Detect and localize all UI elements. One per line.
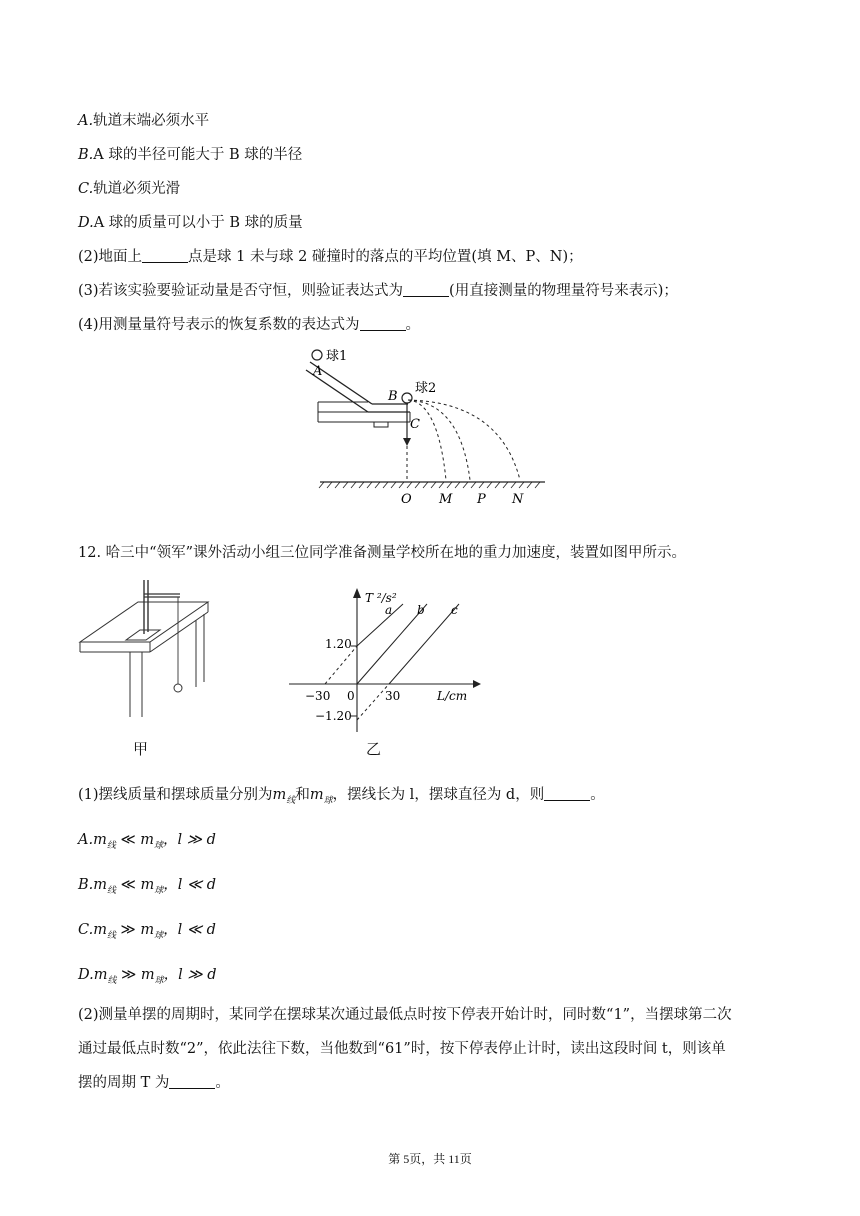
tick-y-pos: 1.20 (325, 637, 352, 651)
q11-option-b (78, 145, 302, 165)
option-text: A 球的半径可能大于 B 球的半径 (93, 147, 303, 163)
t-squared-vs-l-graph (285, 586, 485, 736)
collision-apparatus-figure (300, 340, 560, 510)
option-letter: D. (78, 967, 94, 983)
q12-part2-line1: (2)测量单摆的周期时，某同学在摆球某次通过最低点时按下停表开始计时，同时数“1”，当摆球第二次 (78, 1007, 732, 1023)
option-text: 轨道必须光滑 (93, 181, 181, 197)
subscript: 线 (107, 976, 117, 986)
text-segment: 。 (215, 1075, 230, 1091)
math-m: m (140, 832, 155, 848)
text-segment: (3)若该实验要验证动量是否守恒，则验证表达式为 (78, 283, 404, 299)
subscript: 线 (106, 841, 116, 851)
graph-xlabel: L/cm (437, 689, 468, 703)
option-letter: C. (78, 181, 94, 197)
tick-y-neg: −1.20 (315, 709, 352, 723)
text-segment: 。 (590, 787, 605, 803)
q12-option-c (78, 920, 216, 946)
math-m: m (309, 787, 324, 803)
subscript: 球 (154, 841, 164, 851)
ball-1 (312, 350, 322, 360)
q11-part2 (78, 247, 583, 267)
label-line-b: b (417, 603, 425, 617)
text-segment: 。 (405, 317, 421, 333)
math-m: m (93, 877, 108, 893)
option-letter: B. (78, 877, 94, 893)
subscript: 球 (154, 976, 164, 986)
relation: ≪ (116, 877, 141, 893)
label-N: N (512, 492, 524, 507)
text-segment: 和 (295, 787, 310, 803)
option-letter: D. (78, 215, 94, 231)
q12-option-d (78, 965, 216, 991)
figure-label-yi: 乙 (366, 740, 382, 758)
text-segment: (1)摆线质量和摆球质量分别为 (78, 787, 273, 803)
answer-blank (360, 316, 406, 331)
option-letter: B. (78, 147, 94, 163)
answer-blank (142, 248, 188, 263)
answer-blank (403, 282, 449, 297)
pendulum-apparatus-figure (78, 572, 218, 722)
math-m: m (140, 922, 155, 938)
label-C: C (410, 417, 420, 432)
math-m: m (140, 967, 155, 983)
q12-option-b (78, 875, 216, 901)
tick-x-neg: −30 (305, 689, 331, 703)
text-segment: (4)用测量量符号表示的恢复系数的表达式为 (78, 317, 360, 333)
tick-origin: 0 (347, 689, 355, 703)
math-m: m (93, 832, 107, 848)
label-line-c: c (451, 603, 458, 617)
label-A: A (313, 364, 323, 379)
q11-option-a (78, 111, 209, 131)
subscript: 球 (154, 931, 164, 941)
text-segment: ，摆线长为 l，摆球直径为 d，则 (332, 787, 545, 803)
label-P: P (477, 492, 486, 507)
q11-part4 (78, 315, 420, 335)
relation: ，l ≪ d (163, 922, 216, 938)
pendulum-bob (174, 684, 182, 692)
option-letter: A. (78, 832, 94, 848)
label-M: M (439, 492, 453, 507)
label-line-a: a (385, 603, 393, 617)
option-letter: C. (78, 922, 94, 938)
label-ball2: 球2 (415, 381, 437, 396)
relation: ，l ≪ d (163, 877, 217, 893)
q12-part2-line2: 通过最低点时数“2”，依此法往下数，当他数到“61”时，按下停表停止计时，读出这段时间 t，则该单 (78, 1041, 726, 1057)
label-B: B (388, 389, 398, 404)
relation: ≪ (115, 832, 141, 848)
option-letter: A. (78, 113, 94, 129)
q12-part1 (78, 785, 605, 811)
math-m: m (272, 787, 287, 803)
q12-option-a (78, 830, 216, 856)
option-text: A 球的质量可以小于 B 球的质量 (93, 215, 303, 231)
subscript: 球 (154, 886, 164, 896)
text-segment: 点是球 1 未与球 2 碰撞时的落点的平均位置(填 M、P、N)； (188, 249, 583, 265)
subscript: 线 (107, 886, 117, 896)
q12-part2-line3 (78, 1073, 230, 1093)
q12-stem: 12. 哈三中“领军”课外活动小组三位同学准备测量学校所在地的重力加速度，装置如图甲所示。 (78, 545, 686, 561)
figure-label-jia: 甲 (133, 740, 149, 758)
text-segment: (2)地面上 (78, 249, 143, 265)
ball-2 (402, 393, 412, 403)
math-m: m (93, 922, 107, 938)
answer-blank (169, 1074, 215, 1089)
answer-blank (544, 786, 590, 801)
option-text: 轨道末端必须水平 (93, 113, 210, 129)
math-m: m (140, 877, 155, 893)
tick-x-pos: 30 (385, 689, 401, 703)
text-segment: 摆的周期 T 为 (78, 1075, 170, 1091)
subscript: 线 (106, 931, 116, 941)
label-ball1: 球1 (326, 349, 348, 364)
subscript: 球 (323, 796, 333, 806)
graph-ylabel: T ²/s² (365, 591, 397, 605)
label-O: O (401, 492, 412, 507)
relation: ≫ (116, 967, 141, 983)
relation: ，l ≫ d (163, 832, 216, 848)
subscript: 线 (286, 796, 296, 806)
q11-part3 (78, 281, 678, 301)
relation: ，l ≫ d (163, 967, 217, 983)
q11-option-c (78, 179, 180, 199)
page-footer: 第 5页，共 11页 (388, 1152, 472, 1166)
relation: ≫ (115, 922, 141, 938)
q11-option-d (78, 213, 303, 233)
text-segment: (用直接测量的物理量符号来表示)； (449, 283, 678, 299)
math-m: m (93, 967, 108, 983)
